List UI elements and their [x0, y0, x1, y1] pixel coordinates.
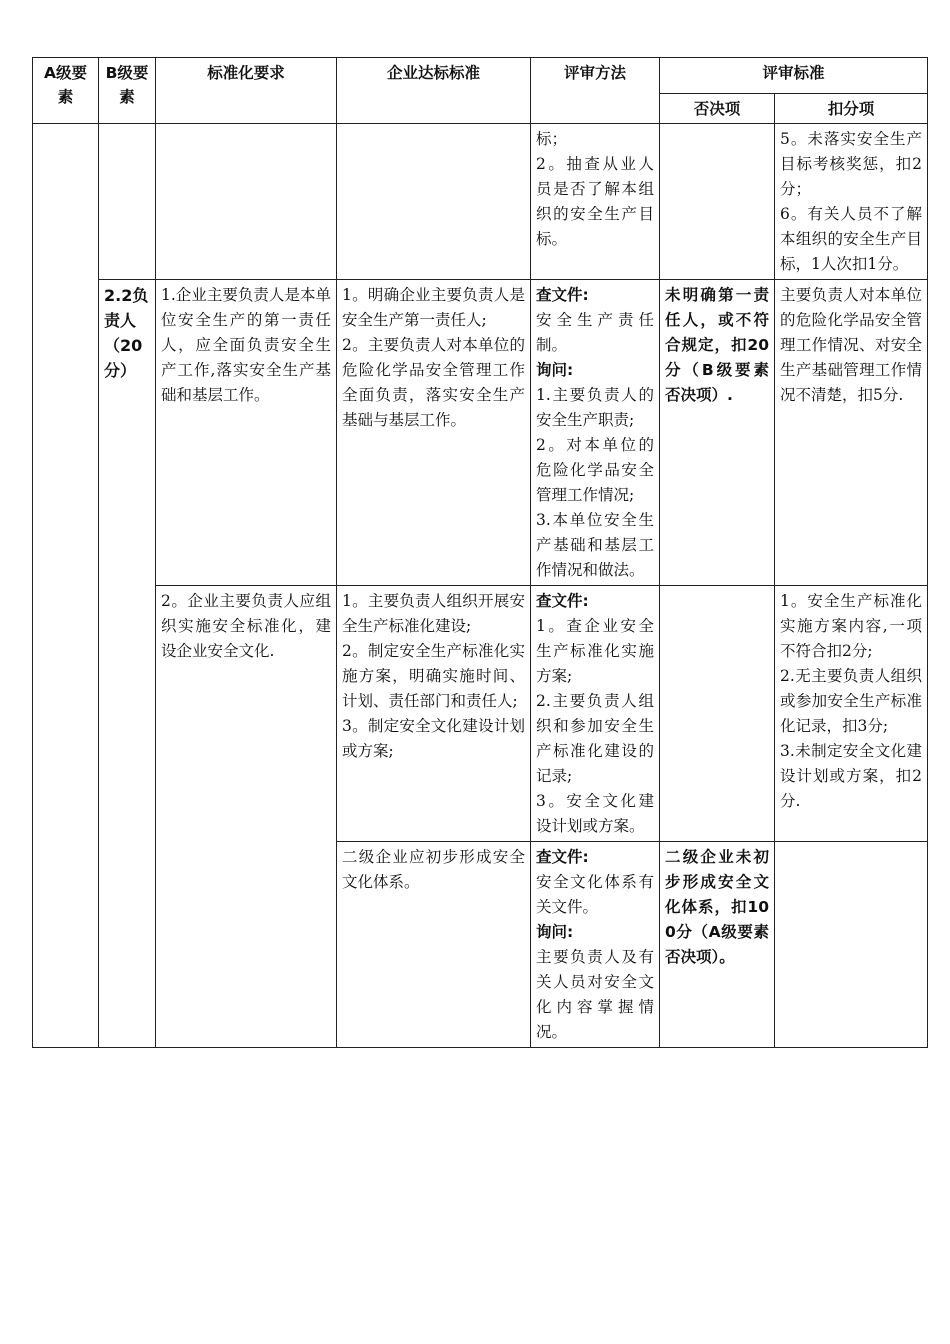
- method-line: 安全生产责任制。: [536, 311, 654, 354]
- deduct-line: 6。有关人员不了解本组织的安全生产目标，1人次扣1分。: [780, 205, 923, 273]
- method-line: 2.主要负责人组织和参加安全生产标准化建设的记录;: [536, 692, 654, 785]
- method-line: 1。查企业安全生产标准化实施方案;: [536, 617, 654, 685]
- deduct-line: 1。安全生产标准化实施方案内容,一项不符合扣2分;: [780, 592, 923, 660]
- method-line: 主要负责人及有关人员对安全文化内容掌握情况。: [536, 948, 654, 1041]
- veto-cell: 二级企业未初步形成安全文化体系，扣100分（A级要素否决项）。: [660, 842, 775, 1048]
- header-veto: 否决项: [660, 94, 775, 124]
- table-row: [33, 586, 928, 842]
- header-method: 评审方法: [531, 58, 660, 124]
- method-label: 查文件:: [536, 286, 589, 304]
- method-label: 询问:: [536, 361, 574, 379]
- table-row: [33, 280, 928, 586]
- method-line: 1.主要负责人的安全生产职责;: [536, 386, 654, 429]
- standard-cell: [337, 124, 531, 280]
- method-line: 3.本单位安全生产基础和基层工作情况和做法。: [536, 511, 654, 579]
- b-element-cell: 2.2负责人（20分）: [99, 280, 156, 1048]
- method-cell: [531, 124, 660, 280]
- method-line: 2。对本单位的危险化学品安全管理工作情况;: [536, 436, 654, 504]
- requirement-cell: 1.企业主要负责人是本单位安全生产的第一责任人，应全面负责安全生产工作,落实安全生产基础和基层工作。: [156, 280, 337, 586]
- standard-cell: [337, 280, 531, 586]
- standard-line: 1。明确企业主要负责人是安全生产第一责任人;: [342, 286, 525, 329]
- header-a-element: A级要素: [33, 58, 99, 124]
- review-standard-table: [32, 57, 928, 1048]
- header-requirement: 标准化要求: [156, 58, 337, 124]
- method-label: 查文件:: [536, 592, 589, 610]
- method-line: 标；: [536, 130, 568, 148]
- method-line: 2。抽查从业人员是否了解本组织的安全生产目标。: [536, 155, 654, 248]
- standard-cell: [337, 586, 531, 842]
- method-label: 询问:: [536, 923, 574, 941]
- deduct-cell: [775, 124, 928, 280]
- method-cell: [531, 586, 660, 842]
- standard-line: 2。制定安全生产标准化实施方案，明确实施时间、计划、责任部门和责任人;: [342, 642, 525, 710]
- b-element-cell: [99, 124, 156, 280]
- method-cell: [531, 280, 660, 586]
- header-review-standard: 评审标准: [660, 58, 928, 94]
- method-label: 查文件:: [536, 848, 589, 866]
- method-line: 安全文化体系有关文件。: [536, 873, 654, 916]
- header-row-1: [33, 58, 928, 94]
- standard-line: 3。制定安全文化建设计划或方案;: [342, 717, 525, 760]
- veto-cell: [660, 124, 775, 280]
- standard-line: 1。主要负责人组织开展安全生产标准化建设;: [342, 592, 525, 635]
- deduct-line: 5。未落实安全生产目标考核奖惩，扣2分；: [780, 130, 923, 198]
- deduct-cell: [775, 842, 928, 1048]
- deduct-line: 3.未制定安全文化建设计划或方案，扣2分.: [780, 742, 923, 810]
- method-cell: [531, 842, 660, 1048]
- header-standard: 企业达标标准: [337, 58, 531, 124]
- method-line: 3。安全文化建设计划或方案。: [536, 792, 654, 835]
- deduct-line: 2.无主要负责人组织或参加安全生产标准化记录，扣3分;: [780, 667, 923, 735]
- deduct-cell: 主要负责人对本单位的危险化学品安全管理工作情况、对安全生产基础管理工作情况不清楚，扣5分.: [775, 280, 928, 586]
- deduct-cell: [775, 586, 928, 842]
- veto-cell: [660, 586, 775, 842]
- veto-cell: 未明确第一责任人，或不符合规定，扣20分（B级要素否决项）.: [660, 280, 775, 586]
- standard-cell: 二级企业应初步形成安全文化体系。: [337, 842, 531, 1048]
- header-deduct: 扣分项: [775, 94, 928, 124]
- standard-line: 2。主要负责人对本单位的危险化学品安全管理工作全面负责，落实安全生产基础与基层工作。: [342, 336, 525, 429]
- header-b-element: B级要素: [99, 58, 156, 124]
- requirement-cell: 2。企业主要负责人应组织实施安全标准化，建设企业安全文化.: [156, 586, 337, 1048]
- requirement-cell: [156, 124, 337, 280]
- a-element-cell: [33, 124, 99, 1048]
- table-row: [33, 124, 928, 280]
